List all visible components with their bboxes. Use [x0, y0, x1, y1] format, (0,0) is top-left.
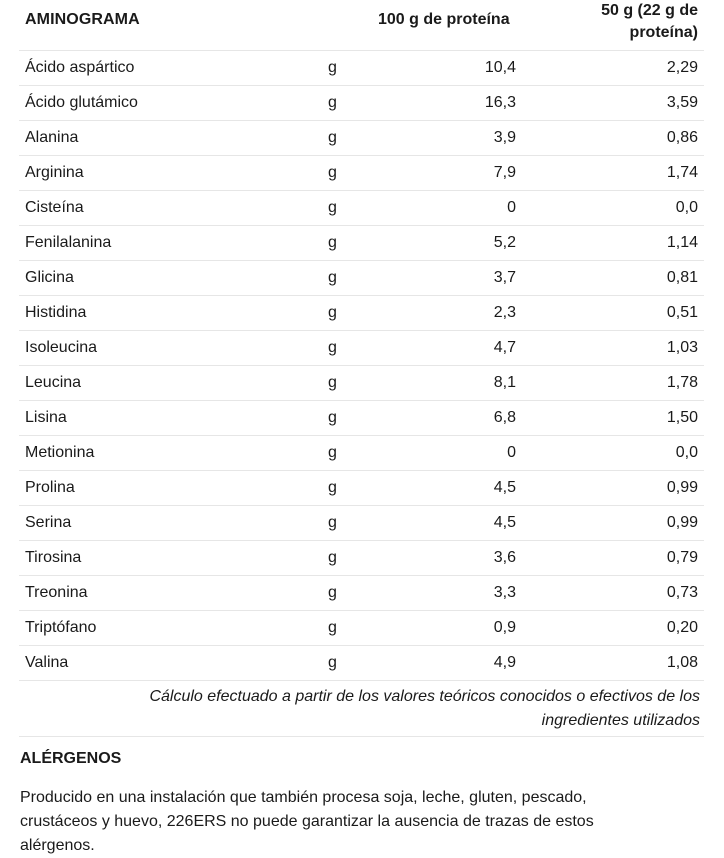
value-100g-cell: 3,9 — [493, 129, 516, 146]
value-50g-cell: 0,81 — [666, 269, 698, 286]
unit-cell: g — [328, 129, 337, 146]
table-row — [19, 646, 704, 681]
value-50g-cell: 0,79 — [666, 549, 698, 566]
unit-cell: g — [328, 269, 337, 286]
table-row — [19, 366, 704, 401]
column-header-100g: 100 g de proteína — [378, 11, 510, 28]
amino-acid-name: Triptófano — [25, 619, 97, 636]
amino-acid-name: Serina — [25, 514, 72, 531]
amino-acid-name: Lisina — [25, 409, 67, 426]
value-50g-cell: 3,59 — [666, 94, 698, 111]
value-100g-cell: 3,7 — [493, 269, 516, 286]
amino-acid-name: Leucina — [25, 374, 82, 391]
value-100g-cell: 16,3 — [484, 94, 516, 111]
table-body — [19, 51, 704, 681]
amino-acid-name: Treonina — [25, 584, 88, 601]
value-50g-cell: 0,99 — [666, 479, 698, 496]
value-50g-cell: 0,20 — [666, 619, 698, 636]
value-50g-cell: 1,08 — [666, 654, 698, 671]
amino-acid-name: Ácido glutámico — [25, 94, 138, 111]
unit-cell: g — [328, 514, 337, 531]
amino-acid-name: Isoleucina — [25, 339, 98, 356]
value-100g-cell: 3,6 — [493, 549, 516, 566]
value-100g-cell: 4,5 — [493, 514, 516, 531]
table-title: AMINOGRAMA — [25, 11, 140, 28]
unit-cell: g — [328, 409, 337, 426]
table-row — [19, 611, 704, 646]
value-50g-cell: 0,51 — [666, 304, 698, 321]
table-header — [19, 0, 704, 51]
value-100g-cell: 6,8 — [493, 409, 516, 426]
unit-cell: g — [328, 654, 337, 671]
aminogram-table — [19, 0, 704, 737]
unit-cell: g — [328, 444, 337, 461]
table-row — [19, 506, 704, 541]
value-100g-cell: 5,2 — [493, 234, 516, 251]
unit-cell: g — [328, 479, 337, 496]
value-50g-cell: 0,73 — [666, 584, 698, 601]
unit-cell: g — [328, 339, 337, 356]
allergens-heading: ALÉRGENOS — [20, 750, 122, 767]
table-row — [19, 436, 704, 471]
value-100g-cell: 10,4 — [484, 59, 516, 76]
value-50g-cell: 1,78 — [666, 374, 698, 391]
unit-cell: g — [328, 94, 337, 111]
unit-cell: g — [328, 164, 337, 181]
value-100g-cell: 4,7 — [493, 339, 516, 356]
unit-cell: g — [328, 584, 337, 601]
allergens-text: Producido en una instalación que también procesa soja, leche, gluten, pescado, crustáceos y huevo, 226ERS no puede garantizar la ausencia de trazas de estos alérgenos. — [20, 789, 594, 854]
amino-acid-name: Cisteína — [25, 199, 84, 216]
unit-cell: g — [328, 374, 337, 391]
value-50g-cell: 1,14 — [666, 234, 698, 251]
unit-cell: g — [328, 199, 337, 216]
table-row — [19, 331, 704, 366]
amino-acid-name: Valina — [25, 654, 69, 671]
unit-cell: g — [328, 234, 337, 251]
table-row — [19, 261, 704, 296]
value-100g-cell: 0,9 — [493, 619, 516, 636]
value-50g-cell: 0,0 — [675, 444, 698, 461]
footnote-text: Cálculo efectuado a partir de los valores teóricos conocidos o efectivos de los ingredientes utilizados — [149, 688, 700, 729]
table-row — [19, 471, 704, 506]
value-100g-cell: 0 — [507, 444, 516, 461]
value-50g-cell: 1,74 — [666, 164, 698, 181]
table-row — [19, 296, 704, 331]
amino-acid-name: Histidina — [25, 304, 87, 321]
amino-acid-name: Glicina — [25, 269, 74, 286]
value-100g-cell: 4,5 — [493, 479, 516, 496]
table-row — [19, 576, 704, 611]
table-row — [19, 86, 704, 121]
value-50g-cell: 0,86 — [666, 129, 698, 146]
value-100g-cell: 8,1 — [493, 374, 516, 391]
amino-acid-name: Fenilalanina — [25, 234, 112, 251]
unit-cell: g — [328, 619, 337, 636]
amino-acid-name: Ácido aspártico — [25, 59, 135, 76]
table-row — [19, 156, 704, 191]
value-100g-cell: 0 — [507, 199, 516, 216]
table-row — [19, 226, 704, 261]
value-100g-cell: 2,3 — [493, 304, 516, 321]
amino-acid-name: Metionina — [25, 444, 95, 461]
value-100g-cell: 4,9 — [493, 654, 516, 671]
column-header-50g: 50 g (22 g de proteína) — [601, 2, 698, 41]
value-50g-cell: 0,99 — [666, 514, 698, 531]
unit-cell: g — [328, 304, 337, 321]
table-row — [19, 401, 704, 436]
value-100g-cell: 3,3 — [493, 584, 516, 601]
table-row — [19, 51, 704, 86]
amino-acid-name: Prolina — [25, 479, 75, 496]
value-100g-cell: 7,9 — [493, 164, 516, 181]
table-row — [19, 191, 704, 226]
amino-acid-name: Alanina — [25, 129, 79, 146]
unit-cell: g — [328, 549, 337, 566]
table-row — [19, 121, 704, 156]
amino-acid-name: Arginina — [25, 164, 84, 181]
unit-cell: g — [328, 59, 337, 76]
amino-acid-name: Tirosina — [25, 549, 82, 566]
table-footnote — [19, 681, 704, 737]
value-50g-cell: 1,03 — [666, 339, 698, 356]
table-row — [19, 541, 704, 576]
value-50g-cell: 2,29 — [666, 59, 698, 76]
value-50g-cell: 0,0 — [675, 199, 698, 216]
value-50g-cell: 1,50 — [666, 409, 698, 426]
